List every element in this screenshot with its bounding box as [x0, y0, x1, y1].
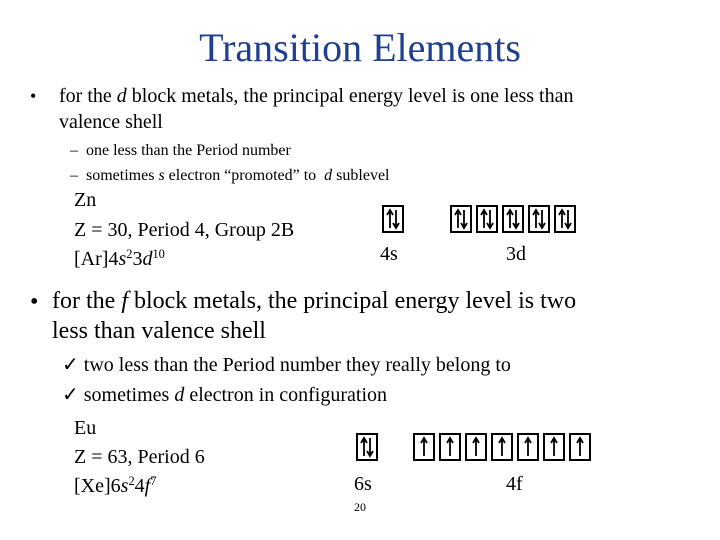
electron-arrow-icon [577, 438, 583, 456]
eu-4f-label: 4f [506, 473, 523, 495]
zn-3d-orbital-box [450, 205, 472, 233]
page-number: 20 [354, 500, 366, 514]
paired-electron-arrows-icon [507, 210, 519, 228]
zn-configuration: $[Ar]4s^23d^{10}$ [74, 247, 165, 270]
paired-electron-arrows-icon [361, 438, 373, 456]
d-sub2: – sometimes s electron “promoted” to d sublevel [70, 167, 390, 184]
f-sub2: ✓ sometimes d electron in configuration [62, 384, 388, 406]
zn-3d-orbital-box [528, 205, 550, 233]
electron-arrow-icon [525, 438, 531, 456]
eu-4f-orbital-box [517, 433, 539, 461]
check-icon: ✓ [62, 354, 79, 376]
d-sub1: – one less than the Period number [70, 142, 291, 159]
zn-info: Z = 30, Period 4, Group 2B [74, 219, 295, 241]
eu-4f-orbital-box [413, 433, 435, 461]
paired-electron-arrows-icon [559, 210, 571, 228]
paired-electron-arrows-icon [387, 210, 399, 228]
electron-arrow-icon [473, 438, 479, 456]
slide-title: Transition Elements [199, 25, 521, 70]
paired-electron-arrows-icon [455, 210, 467, 228]
zn-3d-orbital-box [502, 205, 524, 233]
d-block-bullet: • [30, 86, 37, 106]
eu-4f-orbital-box [439, 433, 461, 461]
f-sub1: ✓ two less than the Period number they really belong to [62, 354, 511, 376]
eu-symbol: Eu [74, 417, 97, 439]
eu-info: Z = 63, Period 6 [74, 446, 205, 468]
eu-4f-orbital-box [569, 433, 591, 461]
eu-6s-label: 6s [354, 473, 372, 495]
zn-4s-orbital-box [382, 205, 404, 233]
paired-electron-arrows-icon [533, 210, 545, 228]
zn-3d-orbital-box [554, 205, 576, 233]
paired-electron-arrows-icon [481, 210, 493, 228]
zn-4s-label: 4s [380, 243, 398, 265]
f-block-line1: for the f block metals, the principal energy level is two [52, 288, 577, 314]
electron-arrow-icon [421, 438, 427, 456]
f-block-line2: less than valence shell [52, 318, 266, 344]
eu-6s-orbital-box [356, 433, 378, 461]
d-block-line1: for the d block metals, the principal energy level is one less than [59, 85, 574, 107]
check-icon: ✓ [62, 384, 79, 406]
f-block-bullet: • [30, 289, 39, 315]
eu-4f-orbital-box [543, 433, 565, 461]
electron-arrow-icon [551, 438, 557, 456]
electron-arrow-icon [447, 438, 453, 456]
d-block-line2: valence shell [59, 111, 163, 133]
eu-configuration: $[Xe]6s^24f^7$ [74, 474, 157, 497]
zn-symbol: Zn [74, 189, 97, 211]
zn-3d-label: 3d [506, 243, 526, 265]
eu-4f-orbital-box [465, 433, 487, 461]
eu-4f-orbital-box [491, 433, 513, 461]
electron-arrow-icon [499, 438, 505, 456]
zn-3d-orbital-box [476, 205, 498, 233]
